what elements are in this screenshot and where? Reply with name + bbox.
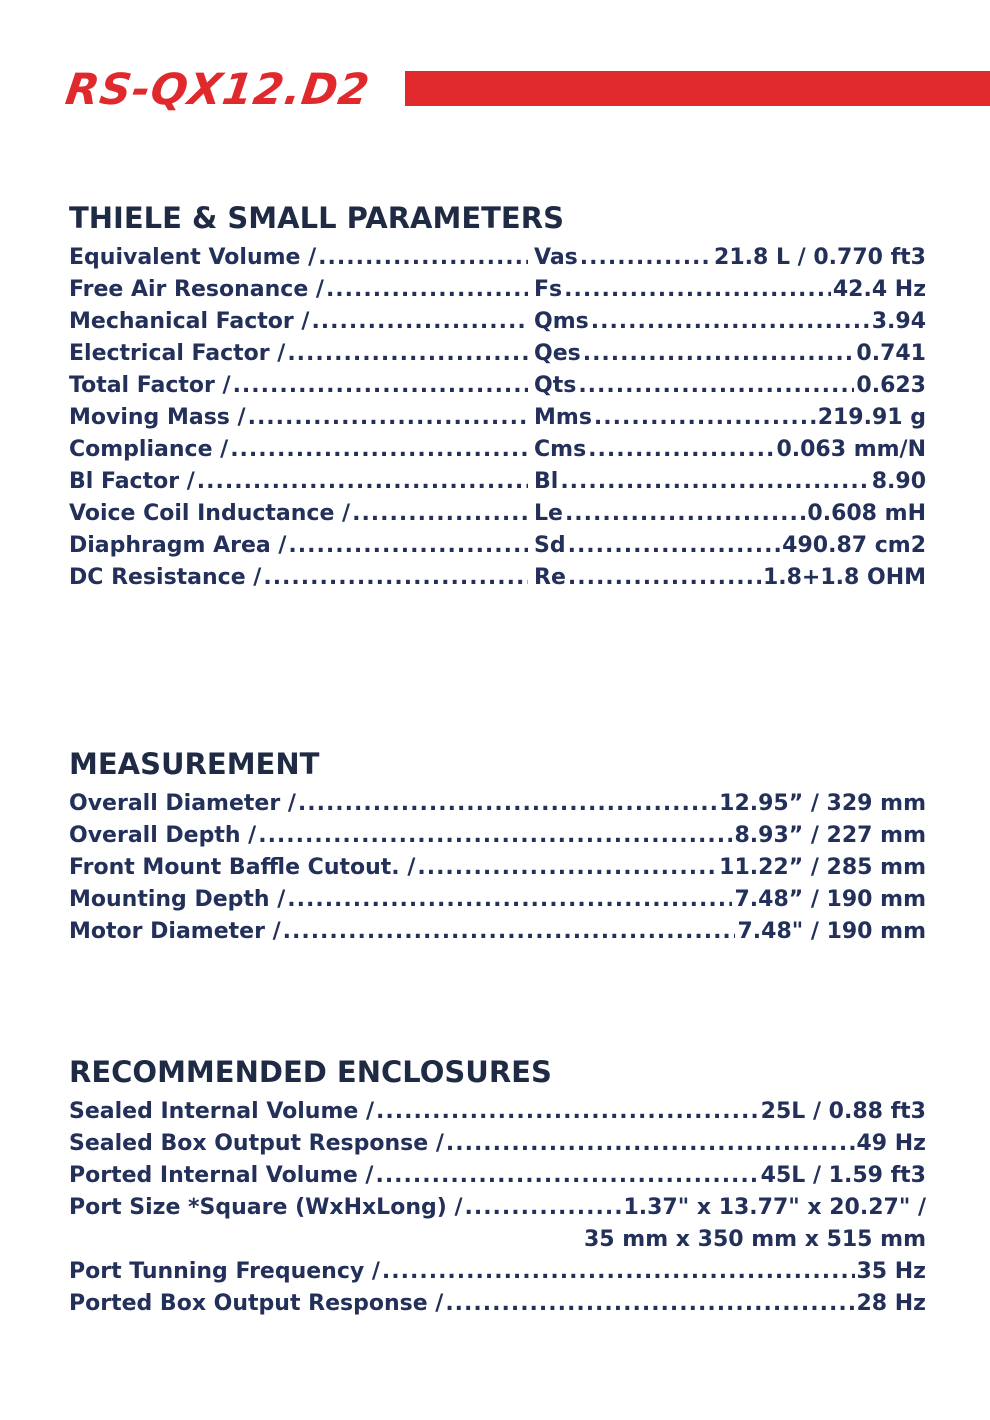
param-label: Sealed Internal Volume / [69,1099,375,1124]
ts-row [69,306,926,338]
ts-row [69,562,926,594]
leader-dots [376,1096,759,1128]
param-label: Front Mount Baffle Cutout. / [69,855,416,880]
param-value: 25L / 0.88 ft3 [760,1099,926,1124]
param-value: 35 Hz [856,1259,926,1284]
leader-dots [446,1128,855,1160]
leader-dots [326,274,528,306]
param-value: 49 Hz [856,1131,926,1156]
enclosure-row [69,1160,926,1192]
leader-dots [568,562,761,594]
ts-row [69,466,926,498]
param-value: 7.48" / 190 mm [737,919,926,944]
port-size-metric: 35 mm x 350 mm x 515 mm [584,1227,926,1252]
param-label: Moving Mass / [69,405,246,430]
param-value: 11.22” / 285 mm [719,855,926,880]
param-value: 1.8+1.8 OHM [762,565,926,590]
param-label: Bl Factor / [69,469,195,494]
leader-dots [560,466,869,498]
leader-dots [287,338,528,370]
leader-dots [263,562,528,594]
param-symbol: Mms [534,405,592,430]
param-label: Port Size *Square (WxHxLong) / [69,1195,463,1220]
measurement-row [69,852,926,884]
leader-dots [464,1192,621,1224]
header [0,0,990,130]
param-value: 42.4 Hz [832,277,926,302]
leader-dots [311,306,528,338]
param-label: Diaphragm Area / [69,533,287,558]
leader-dots [588,434,774,466]
param-value: 45L / 1.59 ft3 [760,1163,926,1188]
param-symbol: Re [534,565,566,590]
leader-dots [287,884,732,916]
measurement-section [69,746,926,948]
enclosures-section [69,1054,926,1320]
param-symbol: Fs [534,277,563,302]
param-value: 8.90 [871,469,926,494]
leader-dots [417,852,717,884]
leader-dots [445,1288,854,1320]
leader-dots [233,370,528,402]
param-label: DC Resistance / [69,565,262,590]
param-value: 12.95” / 329 mm [719,791,926,816]
section-title: THIELE & SMALL PARAMETERS [69,201,564,235]
section-title: RECOMMENDED ENCLOSURES [69,1055,552,1089]
leader-dots [283,916,736,948]
param-value: 219.91 g [817,405,926,430]
ts-row [69,402,926,434]
ts-row [69,370,926,402]
ts-row [69,434,926,466]
ts-row [69,338,926,370]
param-label: Ported Internal Volume / [69,1163,374,1188]
leader-dots [591,306,870,338]
leader-dots [375,1160,758,1192]
leader-dots [568,530,781,562]
param-symbol: Cms [534,437,587,462]
param-value: 8.93” / 227 mm [734,823,926,848]
header-accent-bar [405,71,990,106]
param-label: Compliance / [69,437,229,462]
leader-dots [197,466,528,498]
param-label: Port Tunning Frequency / [69,1259,380,1284]
model-title: RS-QX12.D2 [62,65,373,115]
param-label: Voice Coil Inductance / [69,501,351,526]
thiele-small-section [69,200,926,594]
leader-dots [564,274,831,306]
param-value: 3.94 [871,309,926,334]
measurement-row [69,788,926,820]
param-label: Mechanical Factor / [69,309,310,334]
measurement-row [69,820,926,852]
param-value: 0.608 mH [807,501,926,526]
param-value: 490.87 cm2 [782,533,926,558]
leader-dots [594,402,816,434]
leader-dots [318,242,528,274]
ts-row [69,242,926,274]
param-label: Sealed Box Output Response / [69,1131,444,1156]
enclosure-row-continuation [69,1224,926,1256]
param-value: 0.063 mm/N [776,437,926,462]
section-title: MEASUREMENT [69,747,320,781]
leader-dots [565,498,805,530]
ts-row [69,498,926,530]
leader-dots [288,530,528,562]
param-value: 0.741 [856,341,926,366]
enclosure-row [69,1128,926,1160]
param-label: Overall Diameter / [69,791,296,816]
param-label: Overall Depth / [69,823,257,848]
leader-dots [382,1256,855,1288]
measurement-row [69,916,926,948]
measurement-row [69,884,926,916]
enclosure-row [69,1096,926,1128]
leader-dots [578,370,854,402]
leader-dots [248,402,528,434]
param-value: 21.8 L / 0.770 ft3 [714,245,926,270]
param-symbol: Sd [534,533,566,558]
param-symbol: Bl [534,469,559,494]
enclosure-row [69,1256,926,1288]
ts-row [69,530,926,562]
leader-dots [298,788,717,820]
param-symbol: Vas [534,245,578,270]
param-value: 1.37" x 13.77" x 20.27" / [623,1195,926,1220]
leader-dots [583,338,855,370]
enclosure-row [69,1288,926,1320]
leader-dots [230,434,528,466]
enclosure-row [69,1192,926,1224]
param-value: 0.623 [856,373,926,398]
param-label: Equivalent Volume / [69,245,317,270]
param-label: Ported Box Output Response / [69,1291,444,1316]
param-symbol: Qts [534,373,577,398]
leader-dots [580,242,712,274]
param-label: Mounting Depth / [69,887,286,912]
param-label: Free Air Resonance / [69,277,324,302]
leader-dots [258,820,732,852]
param-symbol: Qms [534,309,589,334]
param-symbol: Qes [534,341,581,366]
param-label: Motor Diameter / [69,919,281,944]
ts-row [69,274,926,306]
param-value: 28 Hz [856,1291,926,1316]
param-label: Total Factor / [69,373,231,398]
param-label: Electrical Factor / [69,341,286,366]
param-value: 7.48” / 190 mm [734,887,926,912]
leader-dots [352,498,528,530]
ts-list [69,242,926,594]
param-symbol: Le [534,501,563,526]
